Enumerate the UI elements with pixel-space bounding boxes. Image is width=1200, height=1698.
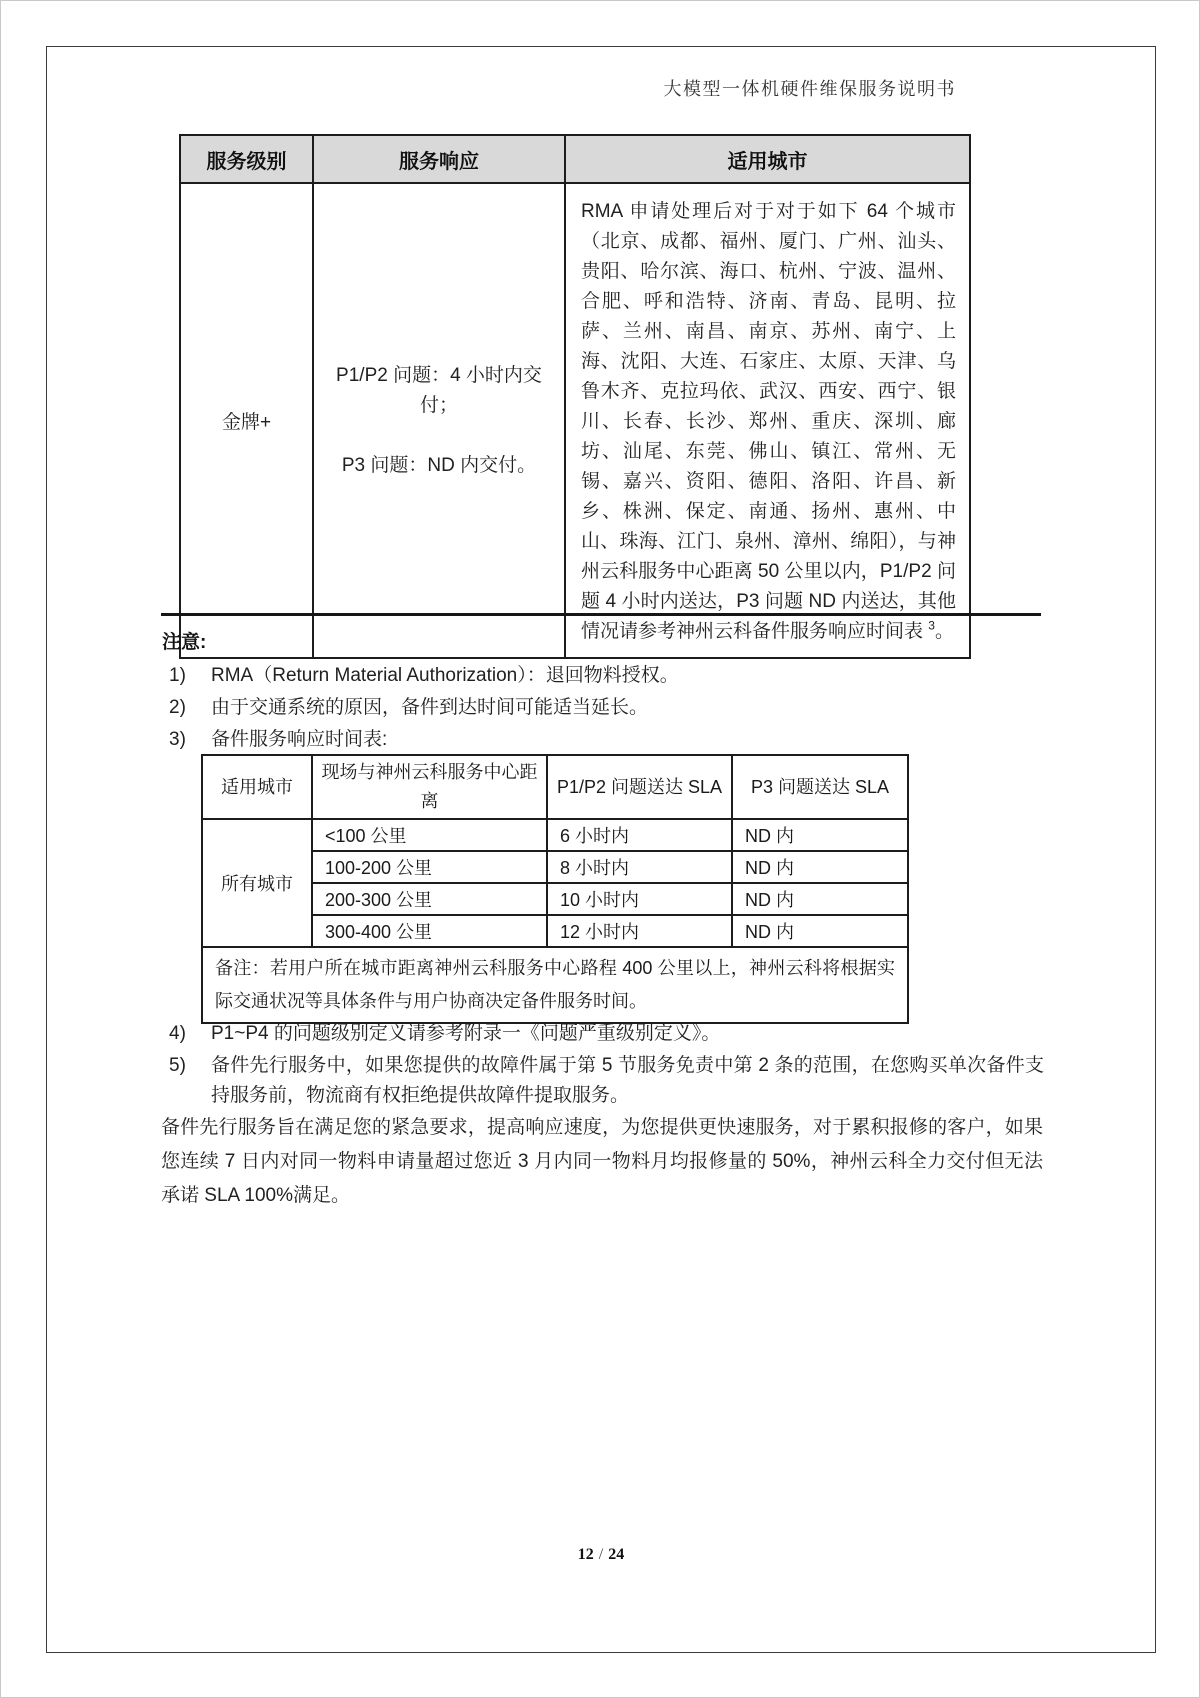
cities-text-end: 。 [934, 621, 954, 642]
cell-p3-sla: ND 内 [732, 819, 908, 851]
service-table-header-row [180, 135, 970, 183]
document-header-title: 大模型一体机硬件维保服务说明书 [663, 79, 956, 99]
footer-separator: / [598, 1546, 604, 1563]
note-item-3 [169, 725, 1029, 755]
note-number: 1) [169, 665, 186, 686]
header-p1p2-sla: P1/P2 问题送达 SLA [547, 755, 732, 819]
cell-applicable-cities [565, 183, 970, 658]
section-divider-line [161, 613, 1041, 616]
note-number: 3) [169, 729, 186, 750]
response-p1p2: P1/P2 问题：4 小时内交付； [336, 364, 542, 416]
header-distance: 现场与神州云科服务中心距离 [312, 755, 547, 819]
cell-p1p2-sla: 8 小时内 [547, 851, 732, 883]
cell-service-level: 金牌+ [180, 183, 313, 658]
table-remark-row [202, 947, 908, 1023]
notes-heading: 注意: [162, 632, 207, 653]
cell-city-group: 所有城市 [202, 819, 312, 947]
spare-parts-sla-table [201, 754, 909, 1024]
closing-paragraph: 备件先行服务旨在满足您的紧急要求，提高响应速度，为您提供更快速服务，对于累积报修的客户，如果您连续 7 日内对同一物料申请量超过您近 3 月内同一物料月均报修量的 50%，神州云科全力交付但无法承诺 SLA 100%满足。 [161, 1117, 1043, 1206]
note-item-1 [169, 661, 1029, 691]
response-p3: P3 问题：ND 内交付。 [341, 454, 537, 476]
page-footer [1, 1546, 1200, 1564]
header-applicable-cities: 适用城市 [565, 135, 970, 183]
note-text: 备件先行服务中，如果您提供的故障件属于第 5 节服务免责中第 2 条的范围，在您购买单次备件支持服务前，物流商有权拒绝提供故障件提取服务。 [211, 1055, 1044, 1106]
cell-distance: <100 公里 [312, 819, 547, 851]
cities-footnote-superscript: 3 [928, 618, 935, 633]
service-table-body-row [180, 183, 970, 658]
header-service-response: 服务响应 [313, 135, 565, 183]
cell-distance: 200-300 公里 [312, 883, 547, 915]
note-number: 5) [169, 1055, 186, 1076]
footer-page-number: 12 [577, 1546, 594, 1563]
note-text: RMA（Return Material Authorization）：退回物料授权。 [211, 665, 679, 686]
note-text: P1~P4 的问题级别定义请参考附录一《问题严重级别定义》。 [211, 1023, 721, 1044]
cities-text: RMA 申请处理后对于对于如下 64 个城市（北京、成都、福州、厦门、广州、汕头、贵阳、哈尔滨、海口、杭州、宁波、温州、合肥、呼和浩特、济南、青岛、昆明、拉萨、兰州、南昌、南京、苏州、南宁、上海、沈阳、大连、石家庄、太原、天津、乌鲁木齐、克拉玛依、武汉、西安、西宁、银川、长春、长沙、郑州、重庆、深圳、廊坊、汕尾、东莞、佛山、镇江、常州、无锡、嘉兴、资阳、德阳、洛阳、许昌、新乡、株洲、保定、南通、扬州、惠州、中山、珠海、江门、泉州、漳州、绵阳），与神州云科服务中心距离 50 公里以内，P1/P2 问题 4 小时内送达，P3 问题 ND 内送达，其他情况请参考神州云科备件服务响应时间表 [581, 201, 956, 642]
header-service-level: 服务级别 [180, 135, 313, 183]
cell-p1p2-sla: 12 小时内 [547, 915, 732, 947]
note-item-5 [169, 1051, 1044, 1111]
cell-distance: 300-400 公里 [312, 915, 547, 947]
note-item-2 [169, 693, 1029, 723]
note-number: 4) [169, 1023, 186, 1044]
cell-p3-sla: ND 内 [732, 915, 908, 947]
spare-table-header-row [202, 755, 908, 819]
cell-service-response [313, 183, 565, 658]
note-text: 由于交通系统的原因，备件到达时间可能适当延长。 [211, 697, 649, 718]
header-p3-sla: P3 问题送达 SLA [732, 755, 908, 819]
cell-remark: 备注：若用户所在城市距离神州云科服务中心路程 400 公里以上，神州云科将根据实际交通状况等具体条件与用户协商决定备件服务时间。 [202, 947, 908, 1023]
cell-distance: 100-200 公里 [312, 851, 547, 883]
footer-total-pages: 24 [608, 1546, 625, 1563]
note-text: 备件服务响应时间表: [211, 729, 388, 750]
note-item-4 [169, 1019, 1029, 1049]
note-number: 2) [169, 697, 186, 718]
cell-p1p2-sla: 10 小时内 [547, 883, 732, 915]
cell-p1p2-sla: 6 小时内 [547, 819, 732, 851]
cell-p3-sla: ND 内 [732, 883, 908, 915]
table-row [202, 819, 908, 851]
header-city: 适用城市 [202, 755, 312, 819]
service-level-table [179, 134, 971, 659]
cell-p3-sla: ND 内 [732, 851, 908, 883]
